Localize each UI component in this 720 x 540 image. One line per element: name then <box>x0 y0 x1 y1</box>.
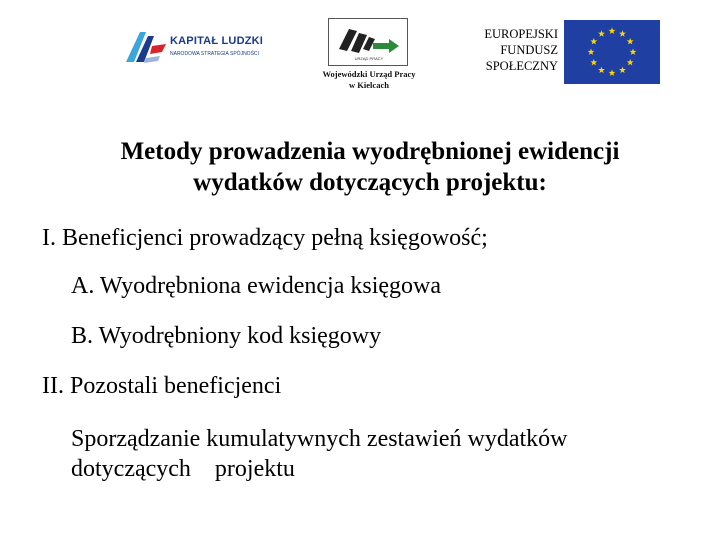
list-item-1: I. Beneficjenci prowadzący pełną księgowość; <box>42 225 488 251</box>
list-subitem-1a: A. Wyodrębniona ewidencja księgowa <box>71 273 441 299</box>
efs-line2: FUNDUSZ <box>500 43 558 57</box>
kapital-ludzki-logo <box>122 28 262 68</box>
urzad-pracy-box-label: URZĄD PRACY <box>354 56 384 61</box>
eu-flag-icon <box>564 20 660 84</box>
list-item-2-description <box>71 424 691 484</box>
efs-line1: EUROPEJSKI <box>484 27 558 41</box>
urzad-pracy-caption-line1: Wojewódzki Urząd Pracy <box>322 69 416 79</box>
urzad-pracy-logo <box>328 18 408 66</box>
urzad-pracy-caption-line2: w Kielcach <box>349 80 389 90</box>
list-item-2-description-line1: Sporządzanie kumulatywnych zestawień wydatków <box>71 426 568 452</box>
list-item-2: II. Pozostali beneficjenci <box>42 373 282 399</box>
slide-title-line1: Metody prowadzenia wyodrębnionej ewidencji <box>120 138 620 165</box>
list-subitem-1b: B. Wyodrębniony kod księgowy <box>71 323 382 349</box>
kl-flag-white-shape <box>144 56 160 63</box>
efs-label <box>448 26 558 74</box>
slide-title <box>60 136 680 198</box>
kapital-ludzki-name: KAPITAŁ LUDZKI <box>170 35 264 47</box>
list-item-2-description-line2: dotyczących projektu <box>71 456 295 482</box>
kl-flag-red-shape <box>150 44 166 54</box>
urzad-pracy-caption <box>308 69 430 91</box>
slide-title-line2: wydatków dotyczących projektu: <box>193 169 547 196</box>
efs-line3: SPOŁECZNY <box>485 59 558 73</box>
kapital-ludzki-subtitle: NARODOWA STRATEGIA SPÓJNOŚCI <box>170 51 259 57</box>
